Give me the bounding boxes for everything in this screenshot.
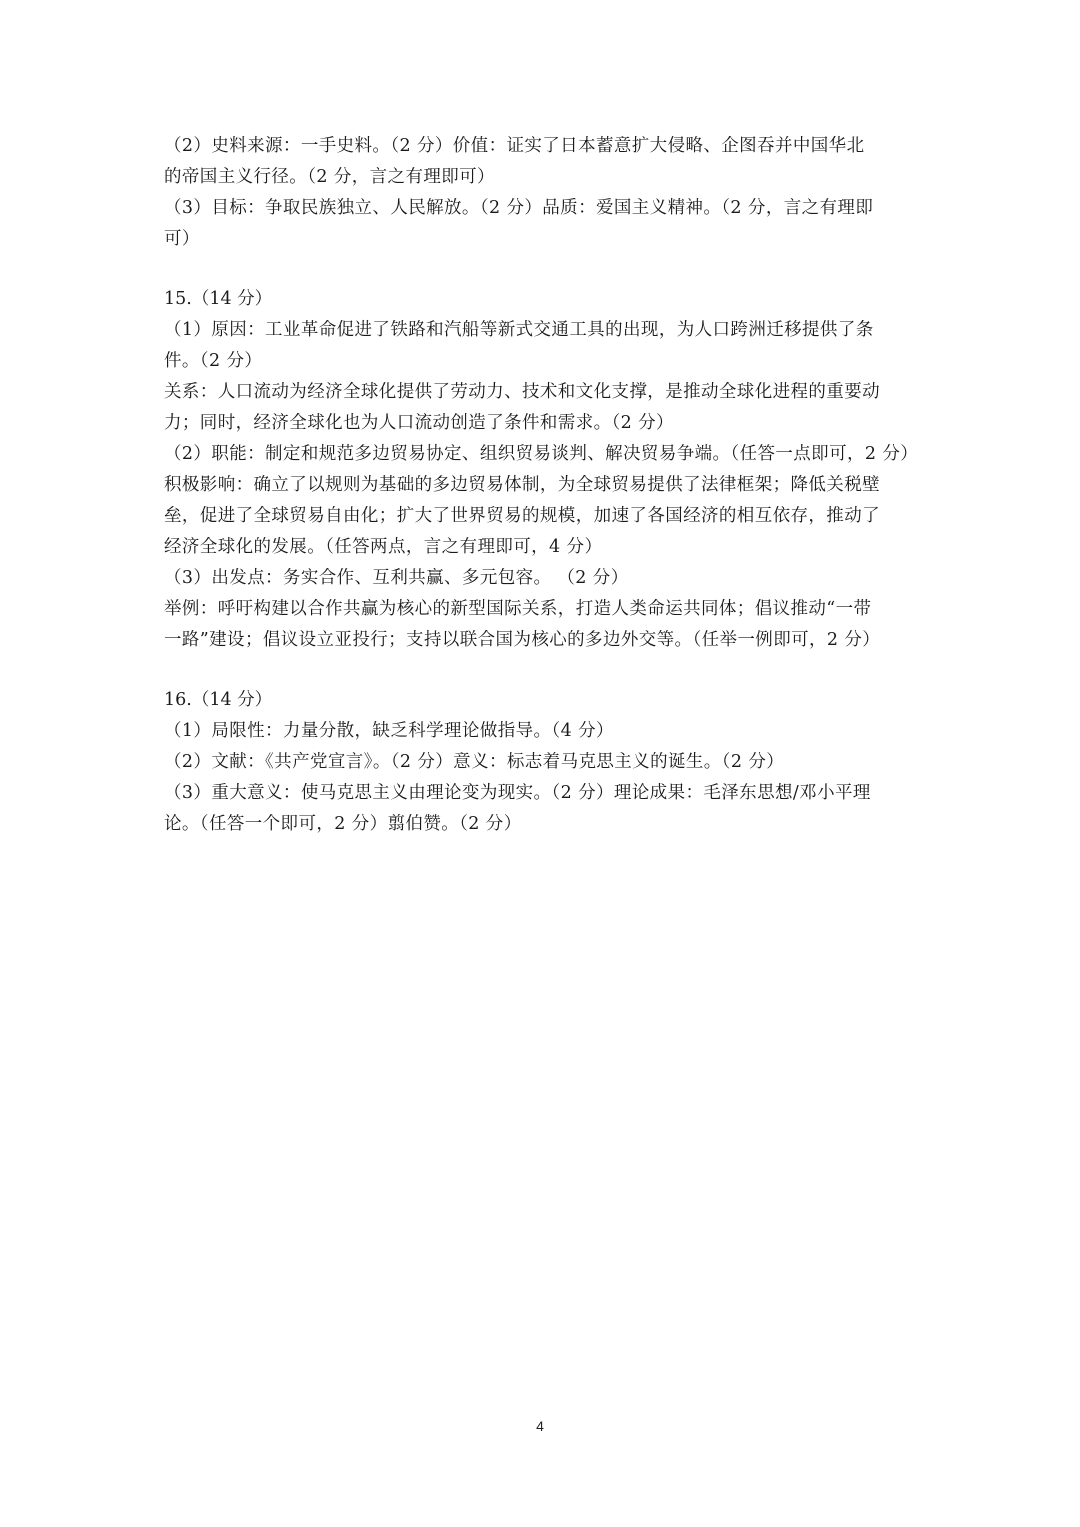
q15-section	[164, 284, 920, 656]
text-line: 力；同时，经济全球化也为人口流动创造了条件和需求。（2 分）	[164, 413, 674, 433]
text-line: （2）史料来源：一手史料。（2 分）价值：证实了日本蓄意扩大侵略、企图吞并中国华北	[164, 136, 865, 156]
section-gap	[164, 656, 920, 685]
text-line: （3）出发点：务实合作、互利共赢、多元包容。 （2 分）	[164, 568, 629, 588]
text-line: 件。（2 分）	[164, 351, 263, 371]
question-heading: 15.（14 分）	[164, 289, 273, 309]
text-line: （1）原因：工业革命促进了铁路和汽船等新式交通工具的出现，为人口跨洲迁移提供了条	[164, 320, 874, 340]
page-number: 4	[536, 1418, 544, 1434]
text-line: 一路”建设；倡议设立亚投行；支持以联合国为核心的多边外交等。（任举一例即可，2 分）	[164, 630, 881, 650]
q14-continued-section	[164, 131, 920, 255]
text-line: 垒，促进了全球贸易自由化；扩大了世界贸易的规模，加速了各国经济的相互依存，推动了	[164, 506, 880, 526]
text-line: 举例：呼吁构建以合作共赢为核心的新型国际关系，打造人类命运共同体；倡议推动“一带	[164, 599, 872, 619]
text-line: 可）	[164, 229, 200, 249]
text-line: （2）文献：《共产党宣言》。（2 分）意义：标志着马克思主义的诞生。（2 分）	[164, 752, 785, 772]
answer-content	[164, 131, 920, 840]
text-line: 论。（任答一个即可，2 分）翦伯赞。（2 分）	[164, 814, 522, 834]
q16-section	[164, 685, 920, 840]
text-line: （3）重大意义：使马克思主义由理论变为现实。（2 分）理论成果：毛泽东思想/邓小平理	[164, 783, 871, 803]
text-line: 关系：人口流动为经济全球化提供了劳动力、技术和文化支撑，是推动全球化进程的重要动	[164, 382, 880, 402]
section-gap	[164, 255, 920, 284]
text-line: （2）职能：制定和规范多边贸易协定、组织贸易谈判、解决贸易争端。（任答一点即可，2 分）	[164, 444, 919, 464]
text-line: 积极影响：确立了以规则为基础的多边贸易体制，为全球贸易提供了法律框架；降低关税壁	[164, 475, 880, 495]
question-heading: 16.（14 分）	[164, 690, 273, 710]
text-line: （3）目标：争取民族独立、人民解放。（2 分）品质：爱国主义精神。（2 分，言之有理即	[164, 198, 874, 218]
text-line: 的帝国主义行径。（2 分，言之有理即可）	[164, 167, 495, 187]
text-line: 经济全球化的发展。（任答两点，言之有理即可，4 分）	[164, 537, 603, 557]
text-line: （1）局限性：力量分散，缺乏科学理论做指导。（4 分）	[164, 721, 614, 741]
